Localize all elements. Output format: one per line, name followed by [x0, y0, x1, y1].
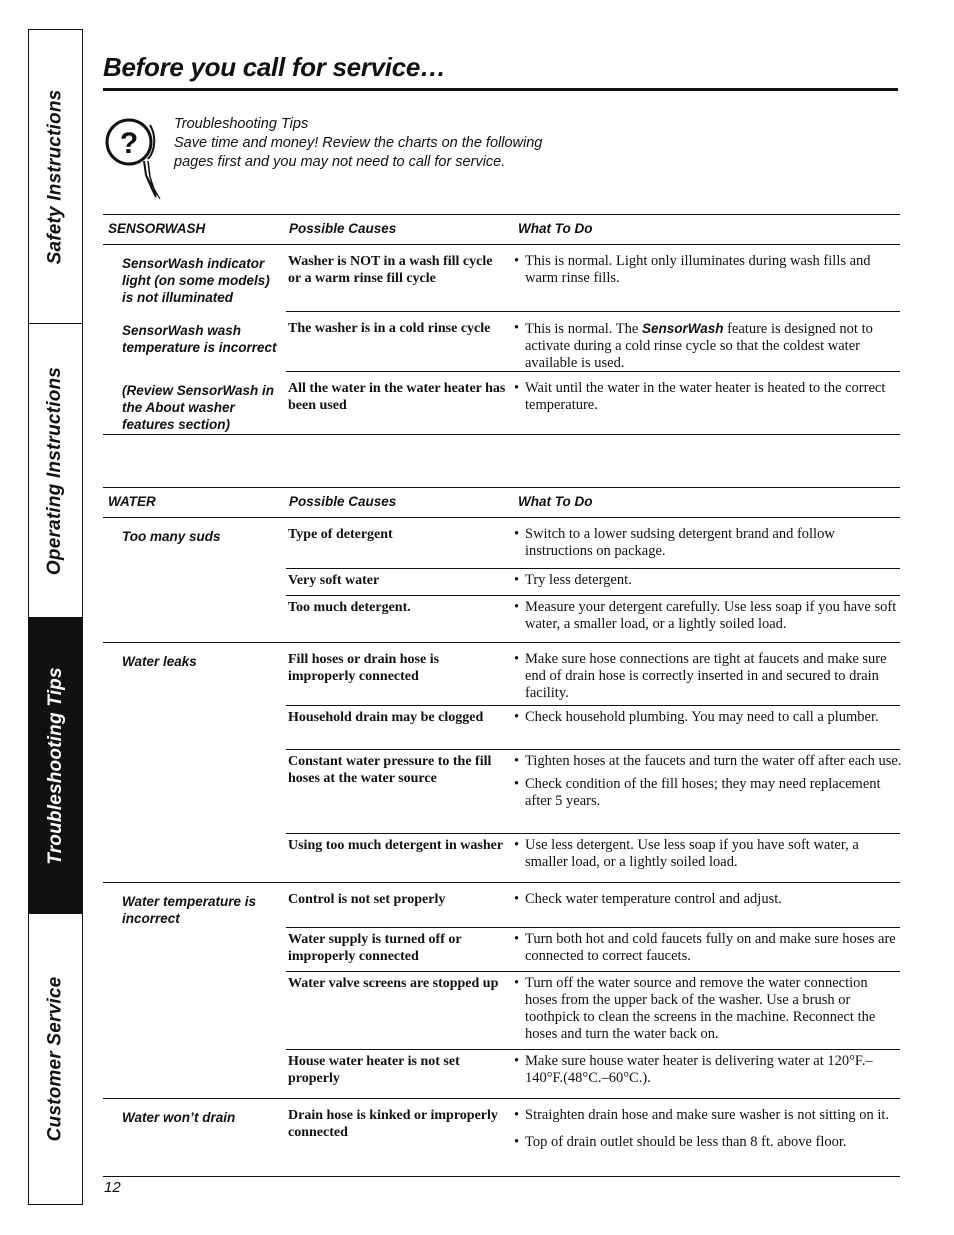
todo-bullet: • Use less detergent. Use less soap if you have soft water, a smaller load, or a lightly soiled load.: [512, 837, 902, 871]
problem-label: (Review SensorWash in the About washer features section): [122, 383, 275, 432]
cause-row: [286, 1049, 900, 1099]
cause-text: The washer is in a cold rinse cycle: [288, 321, 491, 336]
todo-bullet: • Make sure hose connections are tight at faucets and make sure end of drain hose is correctly inserted in and secured to drain facility.: [512, 651, 902, 702]
todo-bullet: • Check water temperature control and adjust.: [512, 891, 902, 908]
todo-heading: What To Do: [518, 221, 593, 236]
tab-customer-service[interactable]: Customer Service: [44, 976, 66, 1142]
problem-label: Water temperature is incorrect: [122, 894, 257, 926]
page-title: Before you call for service…: [103, 52, 446, 82]
cause-row: [286, 371, 900, 435]
cause-row: [286, 595, 900, 643]
todo-bullet: • Wait until the water in the water heater is heated to the correct temperature.: [512, 380, 902, 414]
page-number: 12: [104, 1179, 121, 1196]
todo-bullet: • Top of drain outlet should be less than 8 ft. above floor.: [512, 1134, 902, 1151]
cause-text: Using too much detergent in washer: [288, 838, 504, 853]
problem-group: [103, 1099, 900, 1177]
cause-row: [286, 705, 900, 750]
todo-bullet: • Tighten hoses at the faucets and turn the water off after each use.: [512, 753, 902, 770]
todo-text: [512, 253, 902, 293]
tips-heading: Troubleshooting Tips: [174, 116, 309, 132]
cause-row: [286, 927, 900, 972]
cause-text: Household drain may be clogged: [288, 710, 484, 725]
causes-heading: Possible Causes: [289, 221, 397, 236]
todo-text: [512, 320, 902, 378]
tab-troubleshooting-tips[interactable]: Troubleshooting Tips: [29, 618, 82, 914]
cause-text: Very soft water: [288, 573, 380, 588]
tips-line-2: pages first and you may not need to call for service.: [174, 154, 506, 170]
cause-text: Constant water pressure to the fill hoses at the water source: [288, 754, 492, 786]
problem-group: [103, 245, 900, 435]
table-header: [103, 214, 900, 245]
svg-text:?: ?: [119, 127, 139, 160]
cause-row: [286, 749, 900, 834]
cause-text: Too much detergent.: [288, 600, 411, 615]
cause-text: Water supply is turned off or improperly connected: [288, 932, 462, 964]
cause-text: Type of detergent: [288, 527, 393, 542]
section-heading: WATER: [108, 494, 156, 509]
todo-bullet: • Check condition of the fill hoses; they may need replacement after 5 years.: [512, 776, 902, 810]
cause-text: Drain hose is kinked or improperly connected: [288, 1108, 498, 1140]
troubleshooting-tips-intro: [174, 115, 542, 172]
todo-text: [512, 526, 902, 566]
todo-bullet: • This is normal. The SensorWash feature is designed not to activate during a cold rinse cycle so that the coldest water available is used.: [512, 320, 902, 372]
cause-text: Control is not set properly: [288, 892, 446, 907]
todo-bullet: • Measure your detergent carefully. Use less soap if you have soft water, a smaller load, or a lightly soiled load.: [512, 599, 902, 633]
cause-row: [286, 518, 900, 568]
problem-label: Water won’t drain: [122, 1110, 236, 1125]
water-table: [103, 487, 900, 1177]
todo-text: [512, 837, 902, 877]
cause-row: [286, 568, 900, 596]
todo-text: [512, 891, 902, 914]
problem-group: [103, 883, 900, 1099]
cause-row: [286, 245, 900, 311]
cause-text: Water valve screens are stopped up: [288, 976, 499, 991]
problem-group: [103, 643, 900, 883]
todo-bullet: • Try less detergent.: [512, 572, 902, 589]
todo-bullet: • Turn both hot and cold faucets fully on and make sure hoses are connected to correct faucets.: [512, 931, 902, 965]
todo-text: [512, 1053, 902, 1093]
cause-text: All the water in the water heater has been used: [288, 381, 506, 413]
problem-label: SensorWash wash temperature is incorrect: [122, 323, 277, 355]
tab-safety-instructions[interactable]: Safety Instructions: [29, 30, 82, 324]
cause-row: [286, 833, 900, 883]
todo-bullet: • Switch to a lower sudsing detergent brand and follow instructions on package.: [512, 526, 902, 560]
causes-heading: Possible Causes: [289, 494, 397, 509]
todo-bullet: • This is normal. Light only illuminates during wash fills and warm rinse fills.: [512, 253, 902, 287]
problem-label: Too many suds: [122, 529, 221, 544]
cause-row: [286, 311, 900, 372]
todo-heading: What To Do: [518, 494, 593, 509]
problem-group: [103, 518, 900, 643]
todo-text: [512, 709, 902, 732]
problem-label: SensorWash indicator light (on some models) is not illuminated: [122, 256, 270, 305]
todo-text: [512, 1107, 902, 1157]
cause-row: [286, 1099, 900, 1176]
cause-text: Washer is NOT in a wash fill cycle or a warm rinse fill cycle: [288, 254, 493, 286]
todo-text: [512, 753, 902, 816]
todo-text: [512, 931, 902, 971]
cause-text: House water heater is not set properly: [288, 1054, 460, 1086]
question-mark-icon: [104, 115, 164, 205]
table-header: [103, 487, 900, 518]
todo-text: [512, 975, 902, 1049]
todo-bullet: • Make sure house water heater is delivering water at 120°F.–140°F.(48°C.–60°C.).: [512, 1053, 902, 1087]
todo-text: [512, 380, 902, 420]
todo-bullet: • Turn off the water source and remove the water connection hoses from the upper back of the washer. Use a brush or toothpick to clean the screens in the machine. Reconnect the hoses and turn the water back on.: [512, 975, 902, 1043]
problem-label: Water leaks: [122, 654, 197, 669]
tab-operating-instructions[interactable]: Operating Instructions: [29, 324, 82, 618]
todo-bullet: • Check household plumbing. You may need to call a plumber.: [512, 709, 902, 726]
sensorwash-table: [103, 214, 900, 435]
section-heading: SENSORWASH: [108, 221, 206, 236]
cause-row: [286, 643, 900, 705]
todo-text: [512, 651, 902, 708]
todo-text: [512, 599, 902, 639]
todo-text: [512, 572, 902, 595]
title-rule: [103, 88, 898, 91]
sensorwash-brand: SensorWash: [641, 321, 724, 336]
todo-bullet: • Straighten drain hose and make sure washer is not sitting on it.: [512, 1107, 902, 1124]
cause-row: [286, 971, 900, 1050]
cause-row: [286, 883, 900, 927]
tips-line-1: Save time and money! Review the charts on the following: [174, 135, 543, 151]
section-tabs: [28, 29, 83, 1205]
cause-text: Fill hoses or drain hose is improperly connected: [288, 652, 440, 684]
